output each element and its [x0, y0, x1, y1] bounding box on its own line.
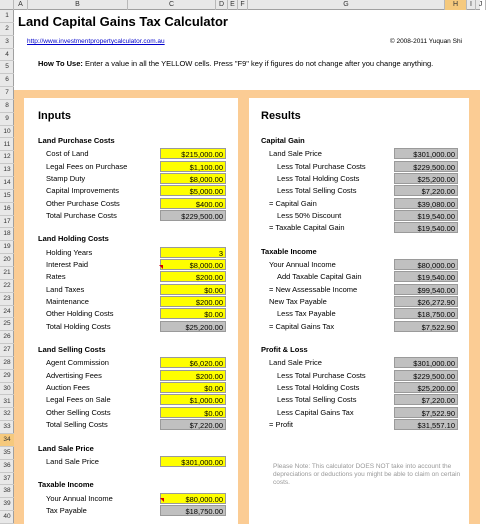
row-header-23[interactable]: 23	[0, 293, 14, 306]
purchase-costs-label: Stamp Duty	[46, 173, 86, 183]
row-header-32[interactable]: 32	[0, 408, 14, 421]
row-header-33[interactable]: 33	[0, 421, 14, 434]
row-header-17[interactable]: 17	[0, 216, 14, 229]
row-header-29[interactable]: 29	[0, 370, 14, 383]
column-header-g[interactable]: G	[248, 0, 445, 10]
copyright-text: © 2008-2011 Yuquan Shi	[389, 38, 462, 45]
worksheet	[14, 10, 480, 524]
holding-costs-value-cell[interactable]: $200.00	[160, 296, 226, 307]
column-header-b[interactable]: B	[28, 0, 128, 10]
holding-costs-label: Total Holding Costs	[46, 321, 111, 331]
disclaimer-note: Please Note: This calculator DOES NOT take into account the depreciations or deductions you might be able to claim on certain costs.	[273, 463, 461, 486]
profit-loss-label: = Profit	[269, 419, 293, 429]
row-header-18[interactable]: 18	[0, 228, 14, 241]
row-header-9[interactable]: 9	[0, 113, 14, 126]
holding-costs-section-title: Land Holding Costs	[38, 234, 109, 244]
row-header-21[interactable]: 21	[0, 267, 14, 280]
row-header-3[interactable]: 3	[0, 36, 14, 49]
column-header-a[interactable]: A	[14, 0, 28, 10]
holding-costs-label: Land Taxes	[46, 284, 85, 294]
row-header-35[interactable]: 35	[0, 447, 14, 460]
selling-costs-section-title: Land Selling Costs	[38, 345, 106, 355]
row-header-14[interactable]: 14	[0, 177, 14, 190]
purchase-costs-value-cell[interactable]: $215,000.00	[160, 148, 226, 159]
holding-costs-label: Maintenance	[46, 296, 89, 306]
cell-comment-indicator[interactable]	[160, 498, 164, 502]
purchase-costs-value-cell[interactable]: $5,000.00	[160, 185, 226, 196]
row-header-28[interactable]: 28	[0, 357, 14, 370]
row-header-40[interactable]: 40	[0, 511, 14, 524]
selling-costs-value-cell[interactable]: $6,020.00	[160, 357, 226, 368]
holding-costs-value-cell[interactable]: $0.00	[160, 284, 226, 295]
purchase-costs-label: Other Purchase Costs	[46, 198, 120, 208]
capital-gain-value-cell: $19,540.00	[394, 222, 458, 233]
selling-costs-label: Total Selling Costs	[46, 419, 108, 429]
taxable-income-result-section-title: Taxable Income	[261, 246, 317, 256]
results-heading: Results	[261, 110, 301, 122]
capital-gain-label: Less 50% Discount	[277, 210, 342, 220]
taxable-income-result-label: Your Annual Income	[269, 260, 336, 269]
selling-costs-label: Legal Fees on Sale	[46, 395, 111, 405]
row-header-8[interactable]: 8	[0, 100, 14, 113]
sale-price-value-cell[interactable]: $301,000.00	[160, 456, 226, 467]
profit-loss-value-cell: $31,557.10	[394, 419, 458, 430]
inputs-heading: Inputs	[38, 110, 71, 122]
column-header-h[interactable]: H	[445, 0, 467, 10]
inputs-panel	[24, 98, 238, 524]
row-header-6[interactable]: 6	[0, 74, 14, 87]
column-header-bar	[0, 0, 483, 10]
row-header-22[interactable]: 22	[0, 280, 14, 293]
purchase-costs-label: Legal Fees on Purchase	[46, 161, 128, 171]
profit-loss-section-title: Profit & Loss	[261, 345, 308, 355]
taxable-income-result-value-cell: $19,540.00	[394, 271, 458, 282]
selling-costs-value-cell[interactable]: $1,000.00	[160, 394, 226, 405]
purchase-costs-label: Cost of Land	[46, 149, 89, 159]
row-header-27[interactable]: 27	[0, 344, 14, 357]
capital-gain-label: = Taxable Capital Gain	[269, 223, 345, 233]
row-header-7[interactable]: 7	[0, 87, 14, 100]
holding-costs-label: Holding Years	[46, 247, 93, 257]
row-header-36[interactable]: 36	[0, 460, 14, 473]
column-header-f[interactable]: F	[238, 0, 248, 10]
how-to-use-text	[38, 59, 433, 68]
column-header-j[interactable]: J	[476, 0, 486, 10]
profit-loss-label: Less Total Selling Costs	[277, 395, 357, 405]
taxable-income-result-value-cell: $7,522.90	[394, 321, 458, 332]
row-header-26[interactable]: 26	[0, 331, 14, 344]
taxable-income-input-label: Tax Payable	[46, 506, 87, 515]
purchase-costs-value-cell[interactable]: $8,000.00	[160, 173, 226, 184]
profit-loss-value-cell: $7,522.90	[394, 407, 458, 418]
row-header-13[interactable]: 13	[0, 164, 14, 177]
purchase-costs-label: Total Purchase Costs	[46, 210, 117, 220]
row-header-5[interactable]: 5	[0, 61, 14, 74]
capital-gain-label: Land Sale Price	[269, 149, 322, 159]
column-header-c[interactable]: C	[128, 0, 216, 10]
profit-loss-value-cell: $25,200.00	[394, 382, 458, 393]
purchase-costs-section-title: Land Purchase Costs	[38, 136, 115, 145]
row-header-2[interactable]: 2	[0, 23, 14, 36]
taxable-income-result-value-cell: $80,000.00	[394, 259, 458, 270]
row-header-39[interactable]: 39	[0, 498, 14, 511]
taxable-income-result-value-cell: $99,540.00	[394, 284, 458, 295]
selling-costs-value-cell[interactable]: $0.00	[160, 382, 226, 393]
taxable-income-result-label: Add Taxable Capital Gain	[277, 272, 362, 282]
capital-gain-label: = Capital Gain	[269, 198, 317, 208]
capital-gain-label: Less Total Purchase Costs	[277, 161, 366, 171]
cell-comment-indicator[interactable]	[159, 265, 163, 269]
website-link[interactable]: http://www.investmentpropertycalculator.com.au	[27, 38, 165, 45]
taxable-income-input-value-cell[interactable]: $80,000.00	[160, 493, 226, 504]
purchase-costs-label: Capital Improvements	[46, 186, 119, 196]
sale-price-label: Land Sale Price	[46, 456, 99, 466]
column-header-e[interactable]: E	[228, 0, 238, 10]
capital-gain-value-cell: $7,220.00	[394, 185, 458, 196]
capital-gain-section-title: Capital Gain	[261, 136, 305, 145]
row-header-37[interactable]: 37	[0, 473, 14, 486]
row-header-12[interactable]: 12	[0, 151, 14, 164]
how-to-use-label: How To Use:	[38, 59, 83, 68]
taxable-income-input-value-cell: $18,750.00	[160, 505, 226, 516]
taxable-income-result-value-cell: $26,272.90	[394, 296, 458, 307]
selling-costs-label: Other Selling Costs	[46, 407, 111, 417]
column-header-d[interactable]: D	[216, 0, 228, 10]
profit-loss-label: Land Sale Price	[269, 358, 322, 368]
capital-gain-value-cell: $25,200.00	[394, 173, 458, 184]
holding-costs-label: Other Holding Costs	[46, 309, 114, 319]
capital-gain-value-cell: $301,000.00	[394, 148, 458, 159]
holding-costs-value-cell[interactable]: $0.00	[160, 308, 226, 319]
row-header-19[interactable]: 19	[0, 241, 14, 254]
taxable-income-result-label: Less Tax Payable	[277, 309, 336, 319]
holding-costs-value-cell[interactable]: $8,000.00	[160, 259, 226, 270]
row-header-38[interactable]: 38	[0, 485, 14, 498]
row-header-30[interactable]: 30	[0, 383, 14, 396]
taxable-income-result-value-cell: $18,750.00	[394, 308, 458, 319]
capital-gain-value-cell: $19,540.00	[394, 210, 458, 221]
holding-costs-value-cell[interactable]: $200.00	[160, 271, 226, 282]
profit-loss-value-cell: $301,000.00	[394, 357, 458, 368]
profit-loss-value-cell: $229,500.00	[394, 370, 458, 381]
selling-costs-value-cell: $7,220.00	[160, 419, 226, 430]
row-header-24[interactable]: 24	[0, 306, 14, 319]
taxable-income-result-label: = New Assessable Income	[269, 284, 358, 294]
row-header-34[interactable]: 34	[0, 434, 14, 447]
page-title: Land Capital Gains Tax Calculator	[18, 14, 228, 29]
profit-loss-value-cell: $7,220.00	[394, 394, 458, 405]
capital-gain-value-cell: $229,500.00	[394, 161, 458, 172]
purchase-costs-value-cell[interactable]: $1,100.00	[160, 161, 226, 172]
profit-loss-label: Less Capital Gains Tax	[277, 407, 354, 417]
holding-costs-value-cell[interactable]: 3	[160, 247, 226, 258]
selling-costs-label: Agent Commission	[46, 358, 109, 368]
profit-loss-label: Less Total Holding Costs	[277, 383, 360, 392]
purchase-costs-value-cell[interactable]: $400.00	[160, 198, 226, 209]
row-header-25[interactable]: 25	[0, 318, 14, 331]
capital-gain-label: Less Total Holding Costs	[277, 173, 360, 183]
taxable-income-input-section-title: Taxable Income	[38, 480, 94, 490]
taxable-income-result-label: New Tax Payable	[269, 296, 327, 306]
holding-costs-label: Rates	[46, 272, 66, 282]
holding-costs-value-cell: $25,200.00	[160, 321, 226, 332]
purchase-costs-value-cell: $229,500.00	[160, 210, 226, 221]
capital-gain-label: Less Total Selling Costs	[277, 186, 357, 196]
row-header-11[interactable]: 11	[0, 139, 14, 152]
results-panel	[249, 98, 469, 524]
row-header-4[interactable]: 4	[0, 49, 14, 62]
selling-costs-value-cell[interactable]: $0.00	[160, 407, 226, 418]
row-header-20[interactable]: 20	[0, 254, 14, 267]
row-header-bar	[0, 10, 14, 524]
selling-costs-value-cell[interactable]: $200.00	[160, 370, 226, 381]
row-header-31[interactable]: 31	[0, 396, 14, 409]
profit-loss-label: Less Total Purchase Costs	[277, 370, 366, 380]
holding-costs-label: Interest Paid	[46, 260, 89, 269]
row-header-1[interactable]: 1	[0, 10, 14, 23]
select-all-corner[interactable]	[0, 0, 14, 10]
selling-costs-label: Auction Fees	[46, 383, 90, 392]
column-header-i[interactable]: I	[467, 0, 476, 10]
row-header-16[interactable]: 16	[0, 203, 14, 216]
taxable-income-input-label: Your Annual Income	[46, 493, 113, 503]
how-to-use-body: Enter a value in all the YELLOW cells. Press "F9" key if figures do not change after you change anything.	[82, 59, 434, 68]
selling-costs-label: Advertising Fees	[46, 370, 102, 380]
sale-price-section-title: Land Sale Price	[38, 443, 94, 453]
row-header-15[interactable]: 15	[0, 190, 14, 203]
taxable-income-result-label: = Capital Gains Tax	[269, 321, 335, 331]
row-header-10[interactable]: 10	[0, 126, 14, 139]
capital-gain-value-cell: $39,080.00	[394, 198, 458, 209]
